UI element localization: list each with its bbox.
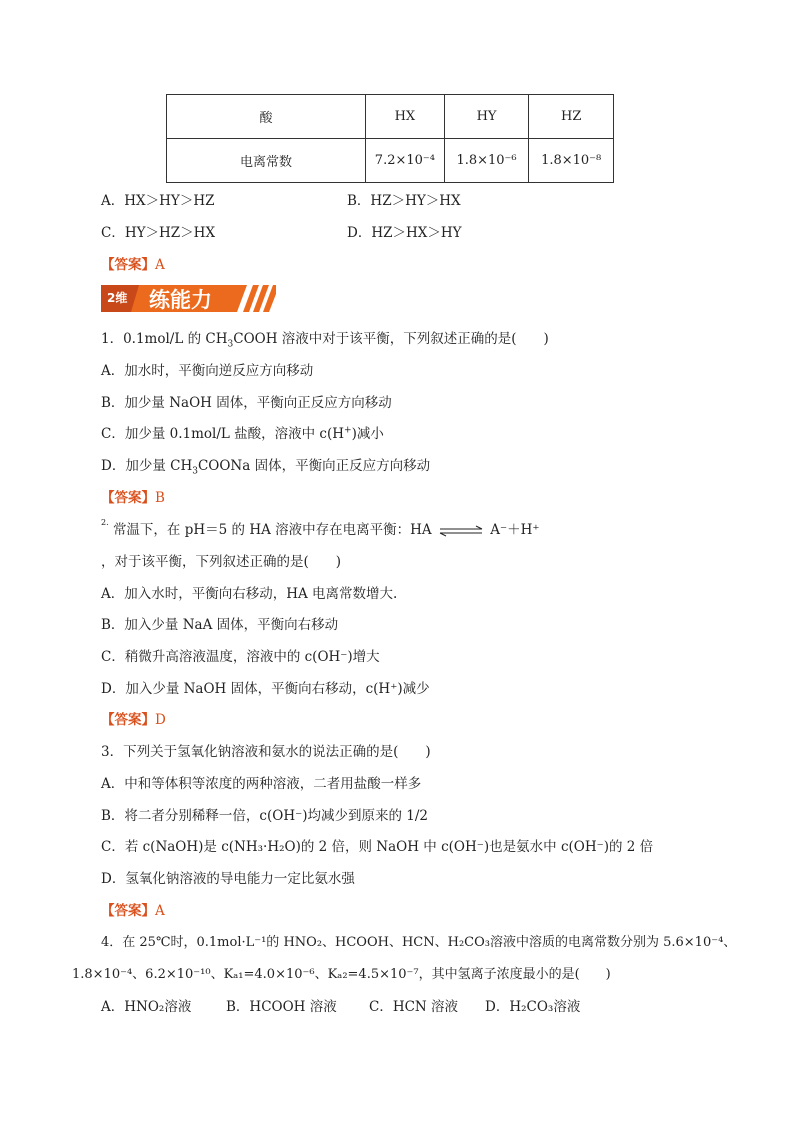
answer-label: 【答案】: [101, 712, 155, 728]
answer-value: D: [155, 712, 166, 728]
q0-option-d: D．HZ＞HX＞HY: [347, 225, 462, 241]
table-row: [167, 139, 614, 183]
answer-value: A: [155, 257, 165, 273]
subscript: 3: [192, 466, 198, 477]
answer-label: 【答案】: [101, 903, 155, 919]
table-cell: 1.8×10⁻⁸: [529, 139, 614, 183]
table-header-cell: HY: [444, 95, 529, 139]
banner-title: 练能力: [149, 288, 212, 312]
q1-option-a: A．加水时，平衡向逆反应方向移动: [101, 363, 314, 379]
q4-stem-line2: 1.8×10⁻⁴、6.2×10⁻¹⁰、Kₐ₁=4.0×10⁻⁶、Kₐ₂=4.5×10⁻⁷，其中氢离子浓度最小的是( ): [72, 967, 611, 982]
q1-option-c-part: )减小: [351, 426, 384, 442]
table-header-cell: HX: [366, 95, 445, 139]
q2-stem: [101, 518, 540, 538]
q1-stem: [101, 327, 549, 350]
q1-stem-part: COOH 溶液中对于该平衡，下列叙述正确的是( ): [233, 331, 549, 347]
q1-option-c-part: C．加少量 0.1mol/L 盐酸，溶液中 c(H: [101, 426, 345, 442]
q0-option-b: B．HZ＞HY＞HX: [347, 193, 461, 209]
equilibrium-arrow-icon: [436, 525, 486, 537]
answer-label: 【答案】: [101, 490, 155, 506]
table-header-cell: 酸: [167, 95, 366, 139]
q1-answer: [101, 486, 165, 506]
answer-label: 【答案】: [101, 257, 155, 273]
superscript: +: [344, 425, 352, 436]
q2-products: A⁻＋H⁺: [490, 522, 540, 538]
q2-answer: [101, 708, 166, 728]
q3-answer: [101, 899, 165, 919]
q1-option-b: B．加少量 NaOH 固体，平衡向正反应方向移动: [101, 395, 392, 411]
q1-option-d-part: D．加少量 CH: [101, 458, 193, 474]
ionization-constant-table: [166, 94, 614, 183]
q2-option-c: C．稍微升高溶液温度，溶液中的 c(OH⁻)增大: [101, 649, 380, 665]
answer-value: B: [155, 490, 165, 506]
q2-option-b: B．加入少量 NaA 固体，平衡向右移动: [101, 617, 339, 633]
section-banner: [101, 282, 276, 314]
table-cell: 1.8×10⁻⁶: [444, 139, 529, 183]
answer-value: A: [155, 903, 165, 919]
q3-option-c: C．若 c(NaOH)是 c(NH₃·H₂O)的 2 倍，则 NaOH 中 c(OH⁻)也是氨水中 c(OH⁻)的 2 倍: [101, 839, 654, 855]
q2-option-a: A．加入水时，平衡向右移动，HA 电离常数增大.: [101, 586, 398, 602]
q4-option-c: C．HCN 溶液: [369, 999, 459, 1015]
q1-option-c: [101, 422, 384, 442]
q4-option-d: D．H₂CO₃溶液: [485, 999, 581, 1015]
q3-option-d: D．氢氧化钠溶液的导电能力一定比氨水强: [101, 871, 355, 887]
q3-option-b: B．将二者分别稀释一倍，c(OH⁻)均减少到原来的 1/2: [101, 808, 428, 824]
subscript: 3: [227, 339, 234, 350]
table-header-row: [167, 95, 614, 139]
q1-stem-part: 1．0.1mol/L 的 CH: [101, 331, 228, 347]
q0-answer: [101, 253, 165, 273]
q1-option-d-part: COONa 固体，平衡向正反应方向移动: [197, 458, 431, 474]
q3-stem: 3．下列关于氢氧化钠溶液和氨水的说法正确的是( ): [101, 744, 431, 760]
q1-option-d: [101, 454, 430, 477]
table-cell: 7.2×10⁻⁴: [366, 139, 445, 183]
q3-option-a: A．中和等体积等浓度的两种溶液，二者用盐酸一样多: [101, 776, 422, 792]
q0-option-c: C．HY＞HZ＞HX: [101, 225, 216, 241]
q2-option-d: D．加入少量 NaOH 固体，平衡向右移动，c(H⁺)减少: [101, 681, 430, 697]
table-row-label: 电离常数: [167, 139, 366, 183]
table-header-cell: HZ: [529, 95, 614, 139]
banner-badge: 2维: [107, 291, 128, 305]
q0-option-a: A．HX＞HY＞HZ: [101, 193, 215, 209]
q4-option-b: B．HCOOH 溶液: [226, 999, 337, 1015]
q2-number: 2.: [101, 518, 109, 527]
q4-option-a: A．HNO₂溶液: [101, 999, 192, 1015]
q2-stem-text: 常温下，在 pH＝5 的 HA 溶液中存在电离平衡：HA: [112, 522, 432, 538]
q4-stem-line1: 4．在 25℃时，0.1mol·L⁻¹的 HNO₂、HCOOH、HCN、H₂CO₃溶液中溶质的电离常数分别为 5.6×10⁻⁴、: [101, 935, 737, 950]
q2-stem-continued: ，对于该平衡，下列叙述正确的是( ): [101, 554, 342, 570]
